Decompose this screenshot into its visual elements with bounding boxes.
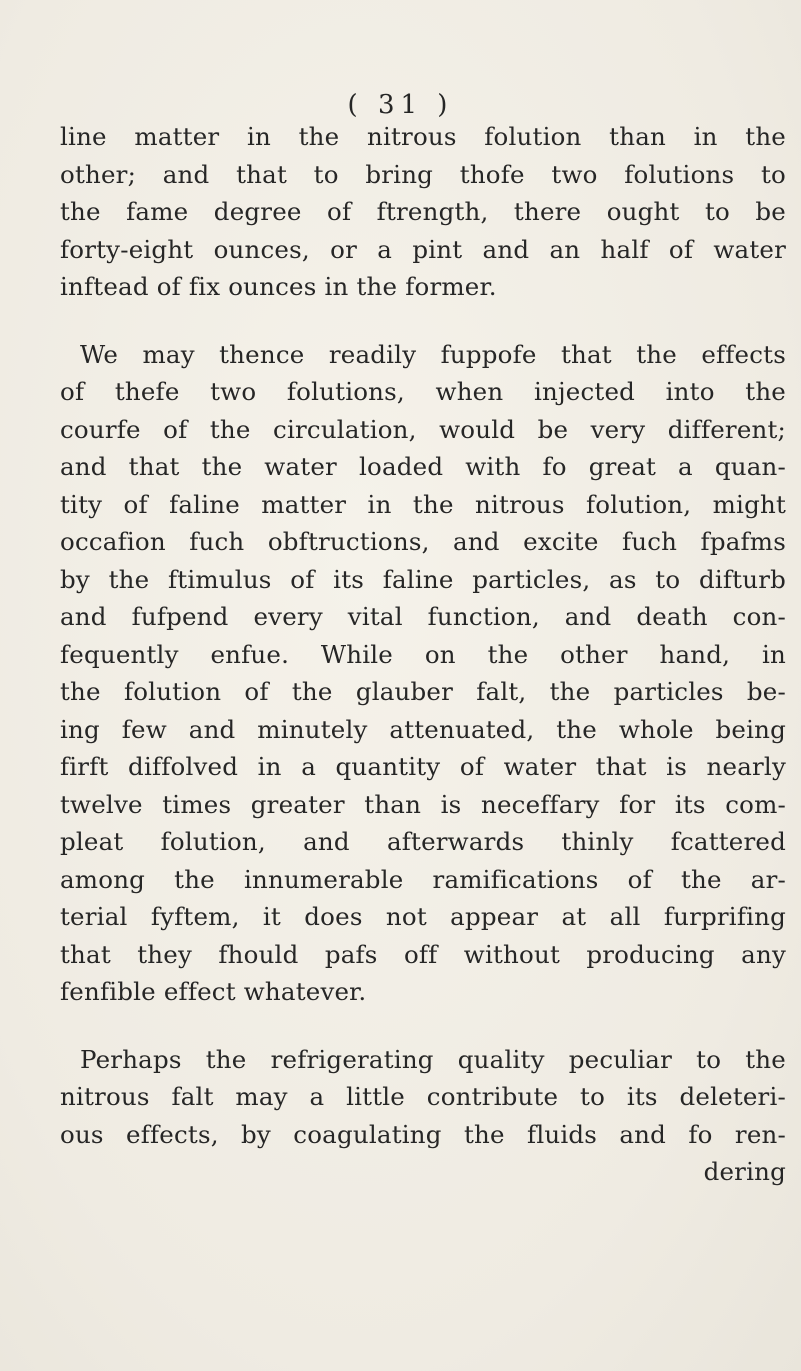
text-line: nitrous falt may a little contribute to its deleteri- [60, 1082, 786, 1111]
text-line: tity of faline matter in the nitrous folution, might [60, 489, 786, 519]
text-line: ing few and minutely attenuated, the whole being [60, 714, 786, 744]
text-line: line matter in the nitrous folution than in the [60, 122, 786, 151]
text-line: inftead of fix ounces in the former. [60, 272, 497, 301]
text-line: and fufpend every vital function, and death con- [60, 602, 786, 631]
text-line: terial fyftem, it does not appear at all furprifing [60, 902, 786, 931]
text-line: courfe of the circulation, would be very different; [60, 414, 786, 444]
text-line: ous effects, by coagulating the fluids and fo ren- [60, 1119, 786, 1149]
text-line: the fame degree of ftrength, there ought to be [60, 197, 786, 226]
page-number: ( 31 ) [347, 90, 454, 120]
text-line: fenfible effect whatever. [60, 977, 367, 1006]
text-line: occafion fuch obftructions, and excite fuch fpafms [60, 527, 786, 556]
text-line: pleat folution, and afterwards thinly fcattered [60, 827, 786, 856]
text-line: We may thence readily fuppofe that the effects [80, 339, 786, 369]
text-line: Perhaps the refrigerating quality peculiar to the [80, 1044, 786, 1074]
text-line: fequently enfue. While on the other hand, in [60, 639, 786, 669]
text-line: of thefe two folutions, when injected into the [60, 377, 786, 406]
body-text [60, 118, 786, 1219]
text-line: and that the water loaded with fo great a quan- [60, 452, 786, 481]
paragraph-3 [60, 1041, 786, 1191]
text-line: firft diffolved in a quantity of water that is nearly [60, 752, 786, 781]
text-line: the folution of the glauber falt, the particles be- [60, 677, 786, 706]
text-line: that they fhould pafs off without producing any [60, 939, 786, 969]
paragraph-2 [60, 336, 786, 1011]
text-line: other; and that to bring thofe two folutions to [60, 159, 786, 189]
text-line: by the ftimulus of its faline particles, as to difturb [60, 564, 786, 594]
text-line: among the innumerable ramifications of the ar- [60, 864, 786, 894]
catchword: dering [703, 1157, 786, 1186]
text-line: forty-eight ounces, or a pint and an half of water [60, 234, 786, 264]
paragraph-1 [60, 118, 786, 306]
text-line: twelve times greater than is neceffary for its com- [60, 789, 786, 819]
